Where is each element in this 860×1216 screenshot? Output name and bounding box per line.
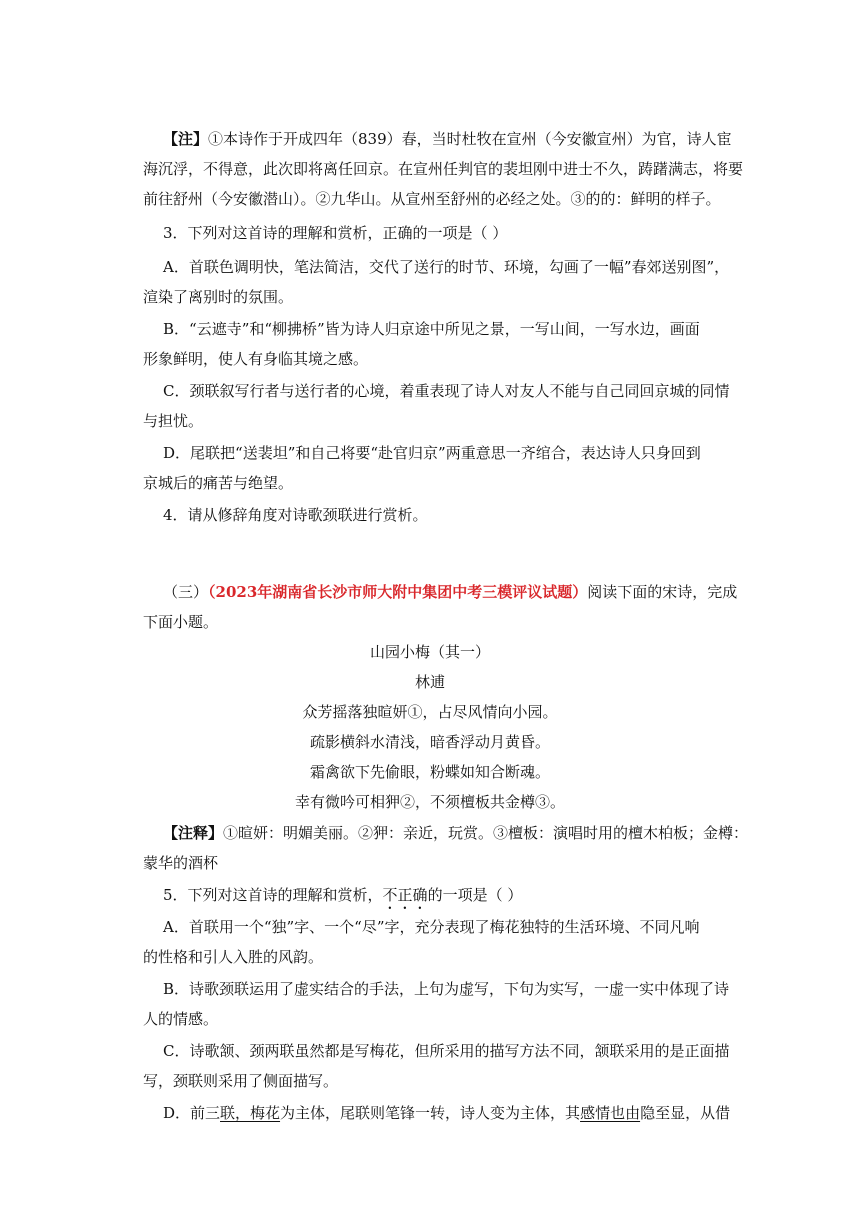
poem-line-2: 疏影横斜水清浅，暗香浮动月黄昏。 [309, 733, 550, 751]
emphasis-not-correct: 不正确 [382, 886, 428, 904]
annotation-line-2: 蒙华的酒杯 [143, 854, 219, 872]
section-3-heading-line-2: 下面小题。 [143, 613, 219, 631]
q5-option-b-line-2: 人的情感。 [143, 1010, 219, 1028]
poem-title: 山园小梅（其一） [369, 643, 490, 661]
q5-option-a-line-1: A．首联用一个“独”字、一个“尽”字，充分表现了梅花独特的生活环境、不同凡响 [163, 918, 700, 936]
q3-option-c-line-1: C．颈联叙写行者与送行者的心境，着重表现了诗人对友人不能与自己同回京城的同情 [163, 382, 730, 400]
q3-option-d-line-2: 京城后的痛苦与绝望。 [143, 474, 294, 492]
note-line-3: 前往舒州（今安徽潜山）。②九华山。从宣州至舒州的必经之处。③的的：鲜明的样子。 [143, 190, 721, 208]
note-head: 【注】 [163, 130, 209, 148]
q3-option-c-line-2: 与担忧。 [143, 412, 204, 430]
poem-line-1: 众芳摇落独暄妍①，占尽风情向小园。 [302, 703, 558, 721]
question-3-stem: 3．下列对这首诗的理解和赏析，正确的一项是（ ） [163, 224, 508, 242]
question-4-stem: 4．请从修辞角度对诗歌颈联进行赏析。 [163, 506, 428, 524]
underlined-phrase-1: 联，梅花 [220, 1104, 281, 1122]
underlined-phrase-2: 感情也由 [580, 1104, 641, 1122]
poem-line-4: 幸有微吟可相狎②，不须檀板共金樽③。 [294, 793, 565, 811]
q5-option-a-line-2: 的性格和引人入胜的风韵。 [143, 948, 324, 966]
q5-option-c-line-1: C．诗歌颔、颈两联虽然都是写梅花，但所采用的描写方法不同，颔联采用的是正面描 [163, 1042, 730, 1060]
annotation-head: 【注释】 [163, 824, 224, 842]
annotation-line-1: 【注释】①暄妍：明媚美丽。②狎：亲近，玩赏。③檀板：演唱时用的檀木柏板；金樽： [163, 824, 749, 842]
q5-option-b-line-1: B．诗歌颈联运用了虚实结合的手法，上句为虚写，下句为实写，一虚一实中体现了诗 [163, 980, 730, 998]
poem-author: 林逋 [414, 673, 445, 691]
poem-line-3: 霜禽欲下先偷眼，粉蝶如知合断魂。 [309, 763, 550, 781]
source-citation: （2023年湖南省长沙市师大附中集团中考三模评议试题） [208, 583, 588, 601]
section-3-heading: （三）（2023年湖南省长沙市师大附中集团中考三模评议试题）阅读下面的宋诗，完成 [163, 583, 738, 601]
q3-option-b-line-1: B．“云遮寺”和“柳拂桥”皆为诗人归京途中所见之景，一写山间，一写水边，画面 [163, 320, 700, 338]
q3-option-d-line-1: D．尾联把“送裴坦”和自己将要“赴官归京”两重意思一齐绾合，表达诗人只身回到 [163, 444, 701, 462]
note-line-1: 【注】①本诗作于开成四年（839）春，当时杜牧在宣州（今安徽宣州）为官，诗人宦 [163, 130, 732, 148]
q3-option-b-line-2: 形象鲜明，使人有身临其境之感。 [143, 350, 369, 368]
q3-option-a-line-1: A．首联色调明快，笔法简洁，交代了送行的时节、环境，勾画了一幅”春郊送别图”， [163, 258, 730, 276]
q3-option-a-line-2: 渲染了离别时的氛围。 [143, 288, 294, 306]
note-line-2: 海沉浮，不得意，此次即将离任回京。在宣州任判官的裴坦刚中进士不久，踌躇满志，将要 [143, 160, 744, 178]
question-5-stem: 5．下列对这首诗的理解和赏析，不正确的一项是（ ） [163, 886, 523, 904]
q5-option-d-line-1: D．前三联，梅花为主体，尾联则笔锋一转，诗人变为主体，其感情也由隐至显，从借 [163, 1104, 731, 1122]
q5-option-c-line-2: 写，颈联则采用了侧面描写。 [143, 1072, 339, 1090]
